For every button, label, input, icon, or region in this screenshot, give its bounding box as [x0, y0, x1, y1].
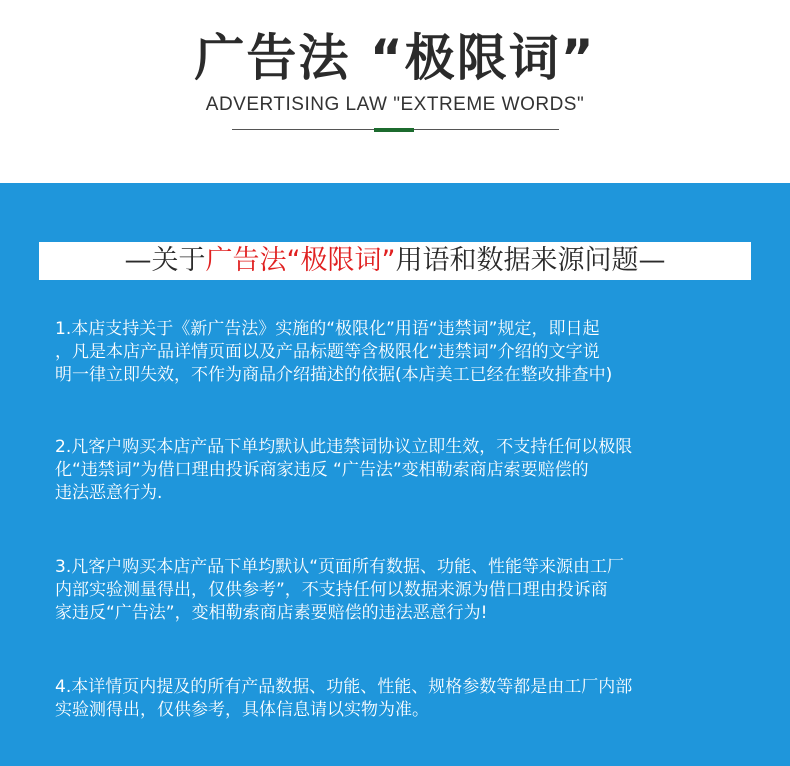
- section-banner: [39, 242, 751, 280]
- banner-highlight: 广告法“极限词”: [205, 245, 396, 276]
- notice-panel: [0, 183, 790, 766]
- banner-suffix: 用语和数据来源问题—: [395, 245, 666, 276]
- paragraph-line: 明一律立即失效，不作为商品介绍描述的依据(本店美工已经在整改排查中): [55, 365, 613, 385]
- paragraph-line: 家违反“广告法”，变相勒索商店素要赔偿的违法恶意行为!: [55, 603, 488, 623]
- paragraph-line: 4.本详情页内提及的所有产品数据、功能、性能、规格参数等都是由工厂内部: [55, 677, 633, 697]
- paragraph-line: 1.本店支持关于《新广告法》实施的“极限化”用语“违禁词”规定，即日起: [55, 319, 600, 339]
- paragraph-line: ，凡是本店产品详情页面以及产品标题等含极限化“违禁词”介绍的文字说: [55, 342, 600, 362]
- paragraph-line: 违法恶意行为.: [55, 483, 163, 503]
- paragraph-line: 化“违禁词”为借口理由投诉商家违反 “广告法”变相勒索商店索要赔偿的: [55, 460, 589, 480]
- paragraph-line: 2.凡客户购买本店产品下单均默认此违禁词协议立即生效，不支持任何以极限: [55, 437, 633, 457]
- page-header: [0, 0, 790, 183]
- page-subtitle: ADVERTISING LAW "EXTREME WORDS": [205, 94, 585, 115]
- banner-prefix: —关于: [124, 245, 206, 276]
- notice-paragraph-1: [55, 318, 745, 387]
- title-divider-accent: [374, 128, 414, 132]
- paragraph-line: 3.凡客户购买本店产品下单均默认“页面所有数据、功能、性能等来源由工厂: [55, 557, 625, 577]
- page-title: 广告法 “极限词”: [194, 29, 596, 87]
- notice-paragraph-2: [55, 436, 745, 505]
- paragraph-line: 实验测得出，仅供参考，具体信息请以实物为准。: [55, 700, 429, 720]
- paragraph-line: 内部实验测量得出，仅供参考”，不支持任何以数据来源为借口理由投诉商: [55, 580, 608, 600]
- notice-paragraph-3: [55, 556, 745, 625]
- notice-paragraph-4: [55, 676, 745, 722]
